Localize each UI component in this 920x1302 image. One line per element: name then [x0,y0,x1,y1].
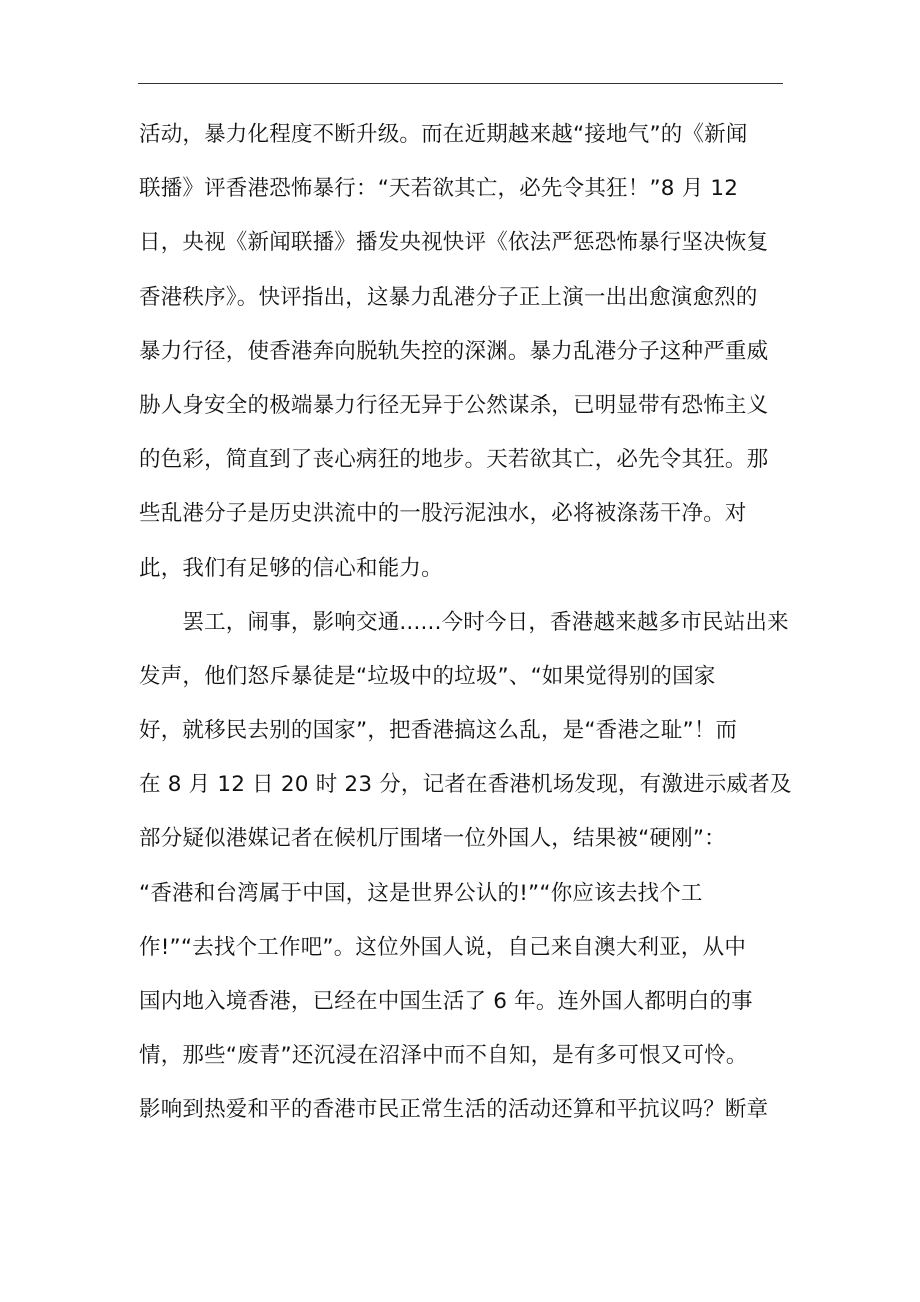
text-line: “香港和台湾属于中国，这是世界公认的!”“你应该去找个工 [139,880,703,906]
text-line: 国内地入境香港，已经在中国生活了 6 年。连外国人都明白的事 [139,989,753,1014]
text-line: 活动，暴力化程度不断升级。而在近期越来越“接地气”的《新闻 [139,122,748,147]
text-line: 罢工，闹事，影响交通......今时今日，香港越来越多市民站出来 [139,609,789,635]
text-line: 在 8 月 12 日 20 时 23 分，记者在香港机场发现，有激进示威者及 [139,772,792,798]
body-text [139,108,792,1138]
text-line: 的色彩，简直到了丧心病狂的地步。天若欲其亡，必先令其狂。那 [139,447,769,473]
text-line: 香港秩序》。快评指出，这暴力乱港分子正上演一出出愈演愈烈的 [139,284,758,310]
text-line: 联播》评香港恐怖暴行：“天若欲其亡，必先令其狂！”8 月 12 [139,176,739,202]
text-line: 作!”“去找个工作吧”。这位外国人说，自己来自澳大利亚，从中 [139,934,747,960]
text-line: 发声，他们怒斥暴徒是“垃圾中的垃圾”、“如果觉得别的国家 [139,663,716,689]
text-line: 影响到热爱和平的香港市民正常生活的活动还算和平抗议吗？断章 [139,1097,769,1123]
text-line: 部分疑似港媒记者在候机厅围堵一位外国人，结果被“硬刚”： [139,826,726,852]
text-line: 日，央视《新闻联播》播发央视快评《依法严惩恐怖暴行坚决恢复 [139,230,769,256]
header-rule [138,83,783,84]
text-line: 此，我们有足够的信心和能力。 [139,555,443,581]
text-line: 好，就移民去别的国家”，把香港搞这么乱，是“香港之耻”！而 [139,718,738,744]
text-line: 胁人身安全的极端暴力行径无异于公然谋杀，已明显带有恐怖主义 [139,392,769,418]
text-line: 情，那些“废青”还沉浸在沼泽中而不自知，是有多可恨又可怜。 [139,1043,748,1069]
text-line: 暴力行径，使香港奔向脱轨失控的深渊。暴力乱港分子这种严重威 [139,338,769,364]
text-line: 些乱港分子是历史洪流中的一股污泥浊水，必将被涤荡干净。对 [139,501,747,527]
